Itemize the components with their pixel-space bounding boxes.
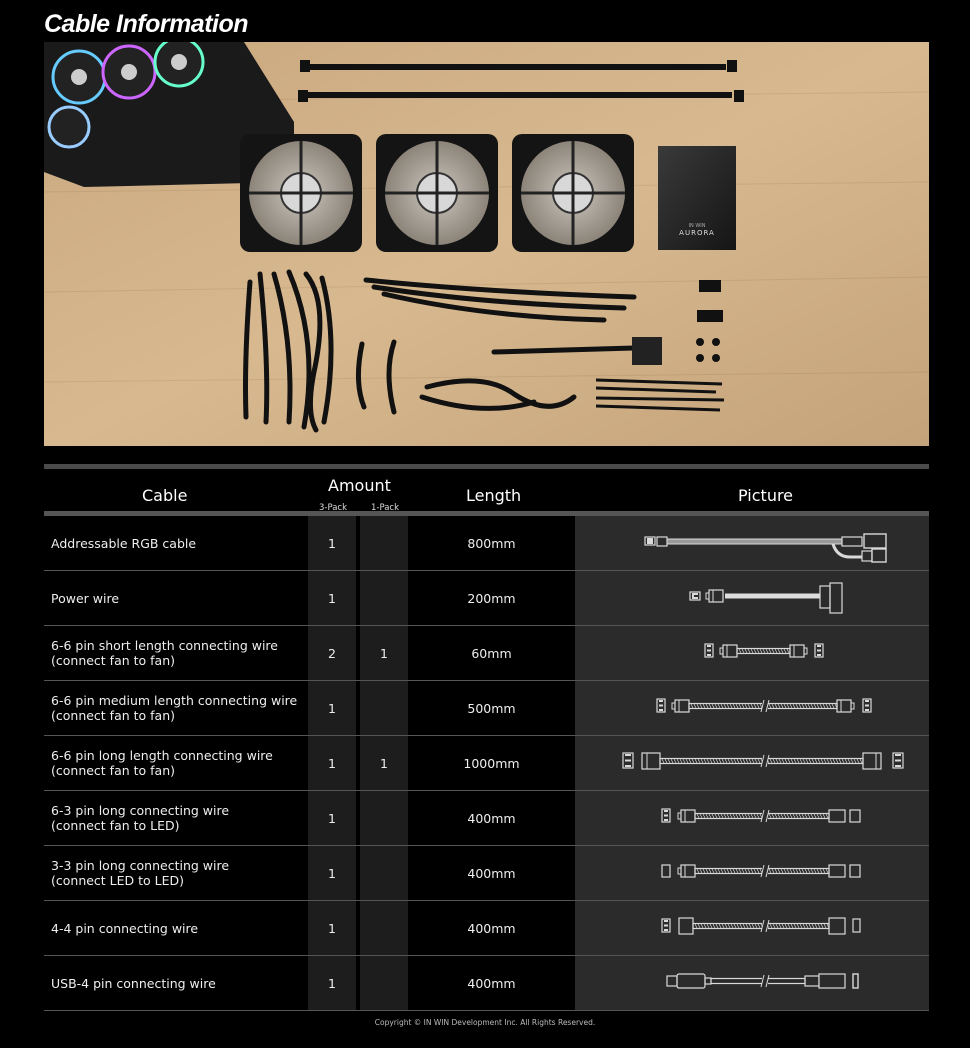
cable-picture	[575, 791, 929, 845]
cable-picture	[575, 516, 929, 570]
amount-3pack: 1	[308, 901, 356, 955]
cable-name-cell	[44, 956, 308, 1010]
cable-length: 400mm	[408, 791, 575, 845]
svg-text:AURORA: AURORA	[679, 229, 715, 237]
cable-picture	[575, 736, 929, 790]
cable-name: 4-4 pin connecting wire	[51, 920, 199, 936]
cable-picture	[575, 571, 929, 625]
fans	[240, 134, 634, 252]
amount-3pack: 1	[308, 791, 356, 845]
cable-name: 6-6 pin long length connecting wire	[51, 748, 273, 763]
cable-name-cell	[44, 681, 308, 735]
table-row	[44, 901, 929, 956]
amount-1pack	[360, 901, 408, 955]
header-picture: Picture	[738, 486, 794, 505]
cable-picture	[575, 626, 929, 680]
cable-name: 6-6 pin medium length connecting wire	[51, 693, 298, 708]
cable-diagram-33	[575, 853, 929, 893]
svg-text:IN WIN: IN WIN	[688, 223, 706, 229]
cable-purpose: (connect fan to fan)	[51, 653, 176, 668]
cable-name: Power wire	[51, 590, 120, 606]
amount-1pack	[360, 956, 408, 1010]
header-length: Length	[466, 486, 522, 505]
table-row	[44, 681, 929, 736]
cable-table	[44, 464, 929, 1011]
cable-length: 1000mm	[408, 736, 575, 790]
cable-picture	[575, 846, 929, 900]
cable-diagram-usb	[575, 963, 929, 1003]
table-row	[44, 956, 929, 1011]
table-body	[44, 516, 929, 1011]
cable-name-cell	[44, 846, 308, 900]
cable-picture	[575, 681, 929, 735]
amount-1pack	[360, 681, 408, 735]
cable-length: 500mm	[408, 681, 575, 735]
amount-1pack	[360, 846, 408, 900]
cable-diagram-long	[575, 743, 929, 783]
cable-length: 400mm	[408, 846, 575, 900]
cable-name-cell	[44, 791, 308, 845]
header-1pack: 1-Pack	[371, 503, 400, 513]
cable-name: 3-3 pin long connecting wire	[51, 858, 230, 873]
cable-name: USB-4 pin connecting wire	[51, 975, 216, 991]
amount-3pack: 1	[308, 736, 356, 790]
cable-name: 6-3 pin long connecting wire	[51, 803, 230, 818]
table-row	[44, 571, 929, 626]
cable-diagram-medium	[575, 688, 929, 728]
table-header	[44, 469, 929, 511]
amount-3pack: 1	[308, 571, 356, 625]
table-row	[44, 846, 929, 901]
amount-3pack: 1	[308, 681, 356, 735]
cable-diagram-44	[575, 908, 929, 948]
table-row	[44, 791, 929, 846]
amount-3pack: 1	[308, 516, 356, 570]
cable-name: Addressable RGB cable	[51, 535, 197, 551]
cable-name-cell	[44, 736, 308, 790]
cable-picture	[575, 901, 929, 955]
cable-name-cell	[44, 571, 308, 625]
cable-length: 800mm	[408, 516, 575, 570]
amount-3pack: 1	[308, 956, 356, 1010]
page-title: Cable Information	[44, 10, 249, 38]
cable-diagram-power	[575, 578, 929, 618]
cable-purpose: (connect fan to fan)	[51, 708, 176, 723]
cable-length: 400mm	[408, 901, 575, 955]
amount-1pack	[360, 791, 408, 845]
cable-name-cell	[44, 626, 308, 680]
amount-3pack: 2	[308, 626, 356, 680]
cable-diagram-short	[575, 633, 929, 673]
amount-1pack	[360, 571, 408, 625]
cable-length: 60mm	[408, 626, 575, 680]
table-row	[44, 736, 929, 791]
cable-diagram-argb	[575, 523, 929, 563]
header-amount: Amount	[328, 476, 391, 495]
cable-name-cell	[44, 516, 308, 570]
amount-1pack	[360, 516, 408, 570]
header-cable: Cable	[142, 486, 188, 505]
cable-name: 6-6 pin short length connecting wire	[51, 638, 278, 653]
cable-diagram-63	[575, 798, 929, 838]
cable-purpose: (connect fan to fan)	[51, 763, 176, 778]
cable-picture	[575, 956, 929, 1010]
product-photo	[44, 42, 929, 446]
cable-length: 400mm	[408, 956, 575, 1010]
amount-1pack: 1	[360, 626, 408, 680]
aurora-controller	[658, 146, 736, 250]
copyright: Copyright © IN WIN Development Inc. All Rights Reserved.	[374, 1018, 596, 1027]
table-row	[44, 516, 929, 571]
amount-3pack: 1	[308, 846, 356, 900]
table-row	[44, 626, 929, 681]
cable-name-cell	[44, 901, 308, 955]
cable-purpose: (connect LED to LED)	[51, 873, 185, 888]
cable-purpose: (connect fan to LED)	[51, 818, 180, 833]
header-3pack: 3-Pack	[319, 503, 348, 513]
amount-1pack: 1	[360, 736, 408, 790]
cable-length: 200mm	[408, 571, 575, 625]
